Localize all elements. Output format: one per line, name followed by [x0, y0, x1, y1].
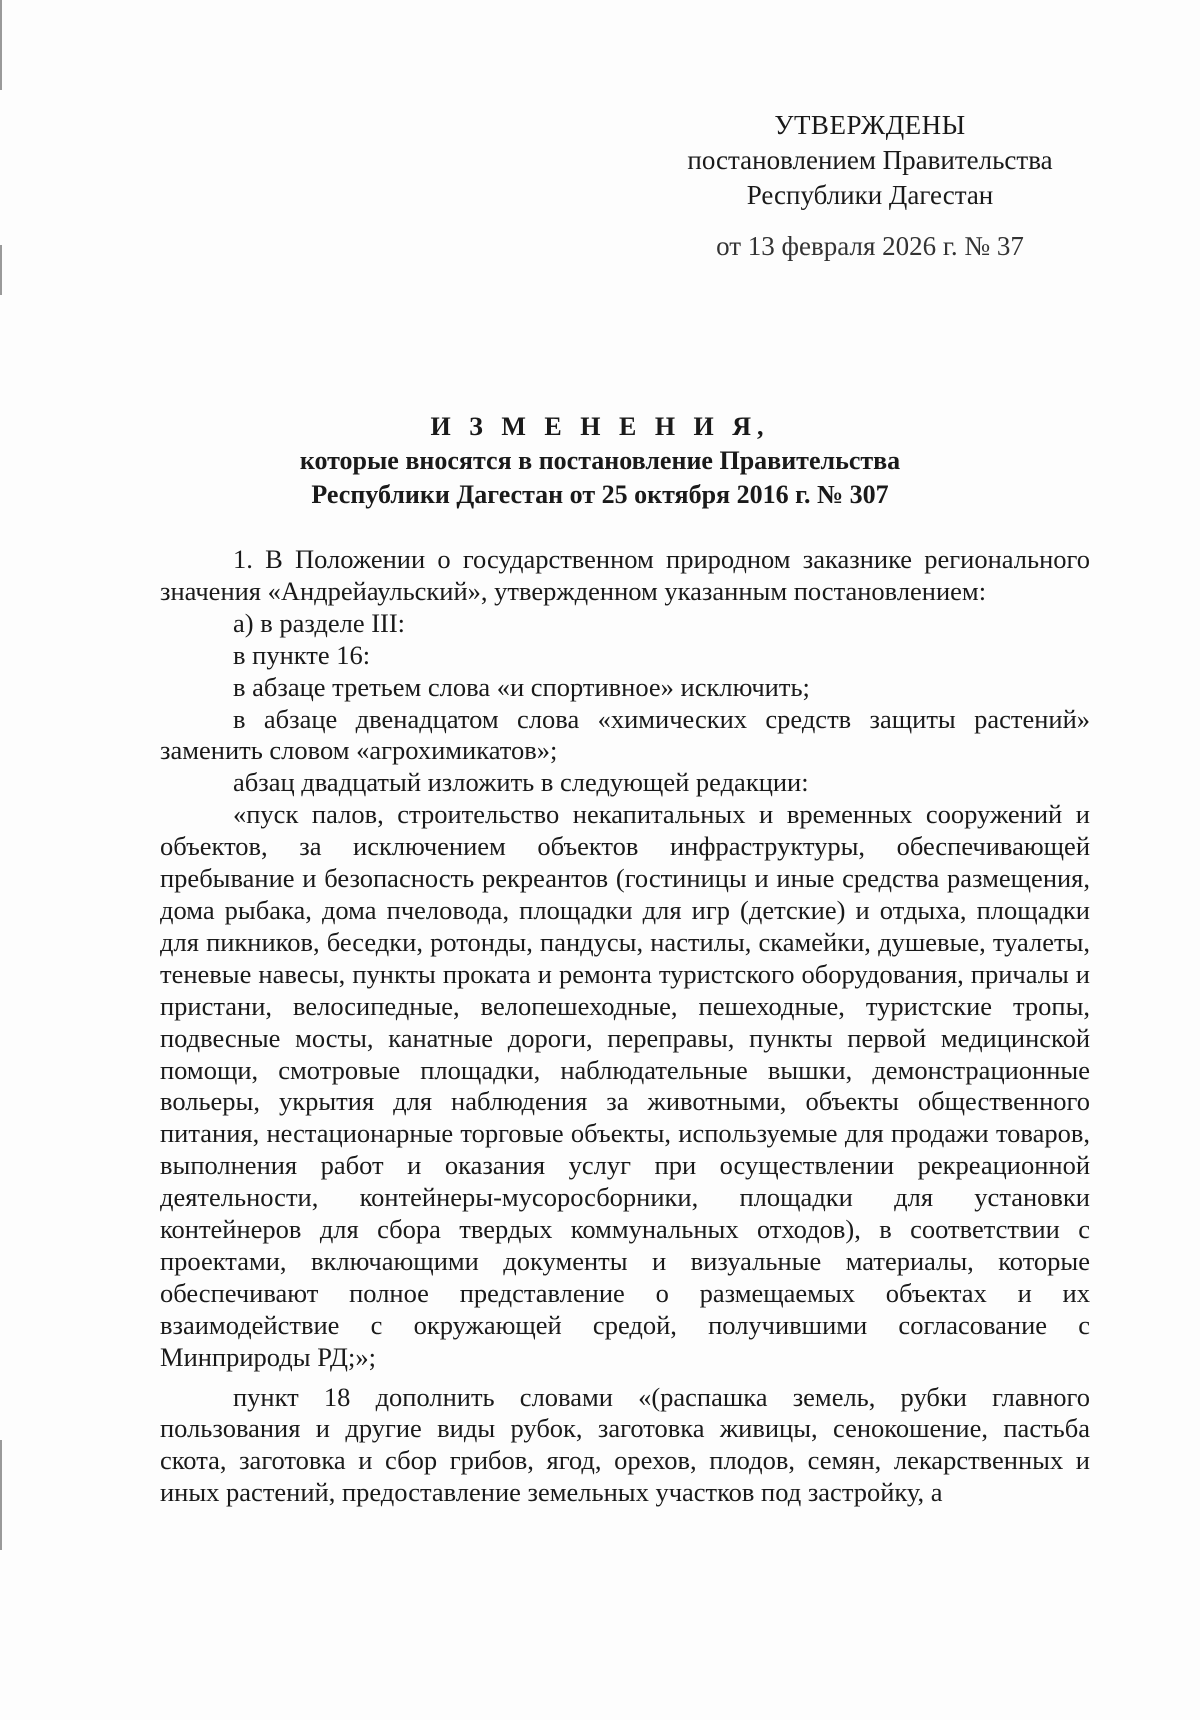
paragraph-3: в пункте 16: — [233, 639, 371, 670]
approval-date: от 13 февраля 2026 г. № 37 — [716, 231, 1024, 261]
approval-line-1: постановлением Правительства — [687, 145, 1053, 175]
approval-stamp — [650, 108, 1090, 264]
scan-edge-line — [0, 245, 2, 295]
scan-edge-line — [0, 0, 2, 90]
heading-line-1: которые вносятся в постановление Правительства — [299, 446, 901, 475]
paragraph-8: пункт 18 дополнить словами «(распашка земель, рубки главного пользования и другие виды рубок, заготовка живицы, сенокошение, пастьба скота, заготовка и сбор грибов, ягод, орехов, плодов, семян, лекарственных и иных растений, предоставление земельных участков под застройку, а — [160, 1381, 1090, 1508]
paragraph-1: 1. В Положении о государственном природном заказнике регионального значения «Андрейаульский», утвержденном указанным постановлением: — [160, 544, 1090, 606]
paragraph-7: «пуск палов, строительство некапитальных и временных сооружений и объектов, за исключением объектов инфраструктуры, обеспечивающей пребывание и безопасность рекреантов (гостиницы и иные средства размещения, дома рыбака, дома пчеловода, площадки для игр (детские) и отдыха, площадки для пикников, беседки, ротонды, пандусы, настилы, скамейки, душевые, туалеты, теневые навесы, пункты проката и ремонта туристского оборудования, причалы и пристани, велосипедные, велопешеходные, пешеходные, туристские тропы, подвесные мосты, канатные дороги, переправы, пункты первой медицинской помощи, смотровые площадки, наблюдательные вышки, демонстрационные вольеры, укрытия для наблюдения за животными, объекты общественного питания, нестационарные торговые объекты, используемые для продажи товаров, выполнения работ и оказания услуг при осуществлении рекреационной деятельности, контейнеры-мусоросборники, площадки для установки контейнеров для сбора твердых коммунальных отходов), в соответствии с проектами, включающими документы и визуальные материалы, которые обеспечивают полное представление о размещаемых объектах и их взаимодействие с окружающей средой, получившими согласование с Минприроды РД;»; — [160, 799, 1090, 1372]
heading-title: И З М Е Н Е Н И Я, — [430, 412, 770, 441]
paragraph-6: абзац двадцатый изложить в следующей редакции: — [233, 767, 809, 798]
scan-edge-line — [0, 1440, 2, 1550]
paragraph-4: в абзаце третьем слова «и спортивное» исключить; — [233, 671, 810, 702]
heading-line-2: Республики Дагестан от 25 октября 2016 г. № 307 — [311, 480, 889, 509]
approval-title: УТВЕРЖДЕНЫ — [774, 110, 966, 140]
document-heading — [0, 410, 1200, 512]
paragraph-5: в абзаце двенадцатом слова «химических средств защиты растений» заменить словом «агрохимикатов»; — [160, 703, 1090, 766]
document-body — [160, 544, 1090, 1509]
approval-line-2: Республики Дагестан — [746, 180, 994, 210]
paragraph-2: а) в разделе III: — [233, 607, 406, 638]
